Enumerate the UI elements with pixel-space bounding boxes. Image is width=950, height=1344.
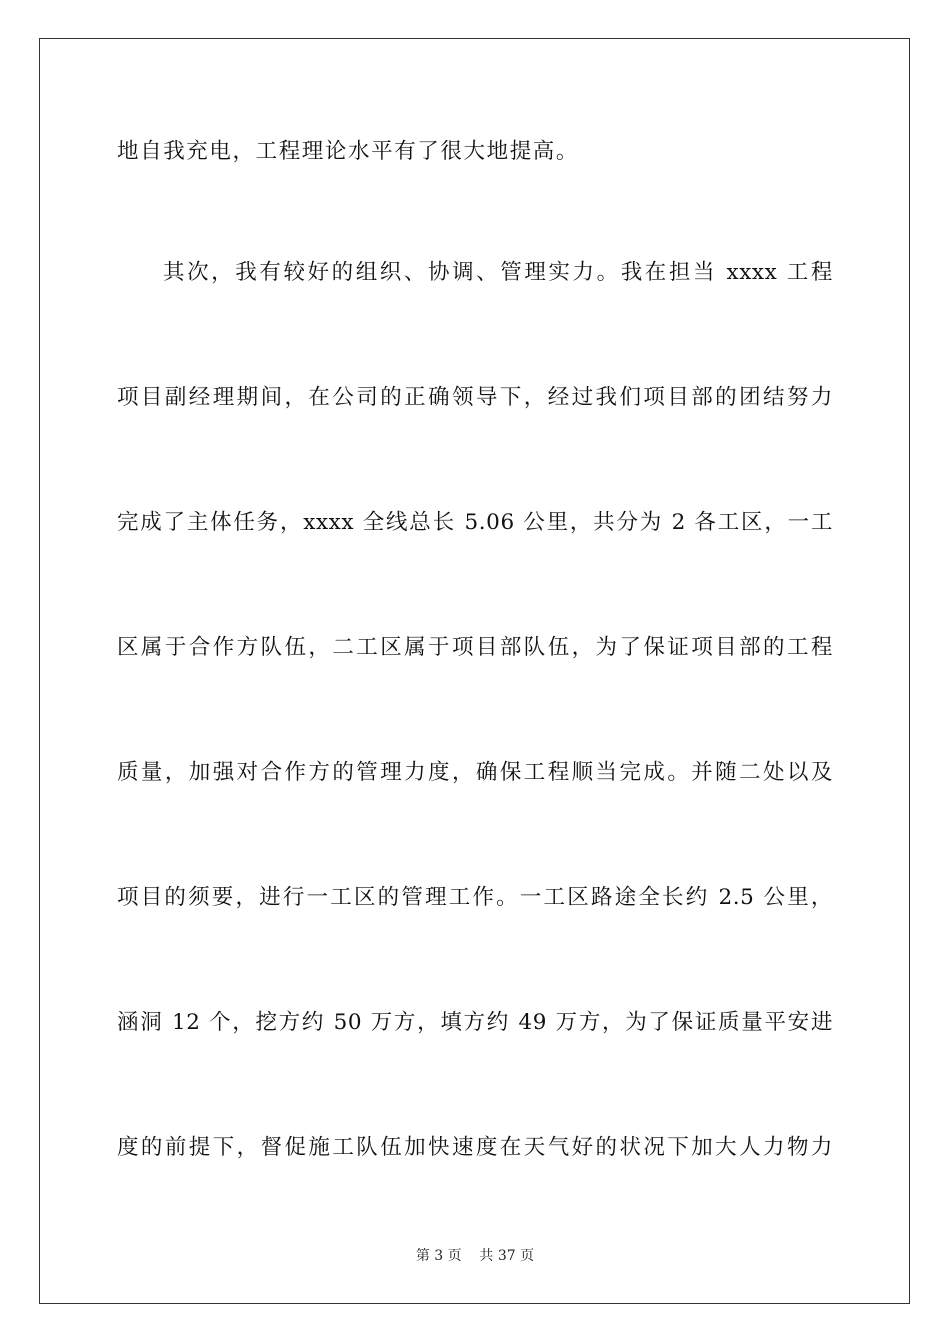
body-text-line-8: 涵洞 12 个，挖方约 50 万方，填方约 49 万方，为了保证质量平安进 [117, 1010, 833, 1035]
body-text-line-2: 其次，我有较好的组织、协调、管理实力。我在担当 xxxx 工程 [163, 260, 833, 285]
page-border [39, 38, 910, 1304]
body-text-line-1: 地自我充电，工程理论水平有了很大地提高。 [117, 139, 580, 164]
body-text-line-6: 质量，加强对合作方的管理力度，确保工程顺当完成。并随二处以及 [117, 760, 833, 785]
body-text-line-5: 区属于合作方队伍，二工区属于项目部队伍，为了保证项目部的工程 [117, 635, 833, 660]
body-text-line-3: 项目副经理期间，在公司的正确领导下，经过我们项目部的团结努力 [117, 385, 833, 410]
body-text-line-9: 度的前提下，督促施工队伍加快速度在天气好的状况下加大人力物力 [117, 1135, 833, 1160]
page-number-footer: 第 3 页 共 37 页 [415, 1248, 535, 1264]
body-text-line-4: 完成了主体任务，xxxx 全线总长 5.06 公里，共分为 2 各工区，一工 [117, 510, 833, 535]
body-text-line-7: 项目的须要，进行一工区的管理工作。一工区路途全长约 2.5 公里， [117, 885, 833, 910]
